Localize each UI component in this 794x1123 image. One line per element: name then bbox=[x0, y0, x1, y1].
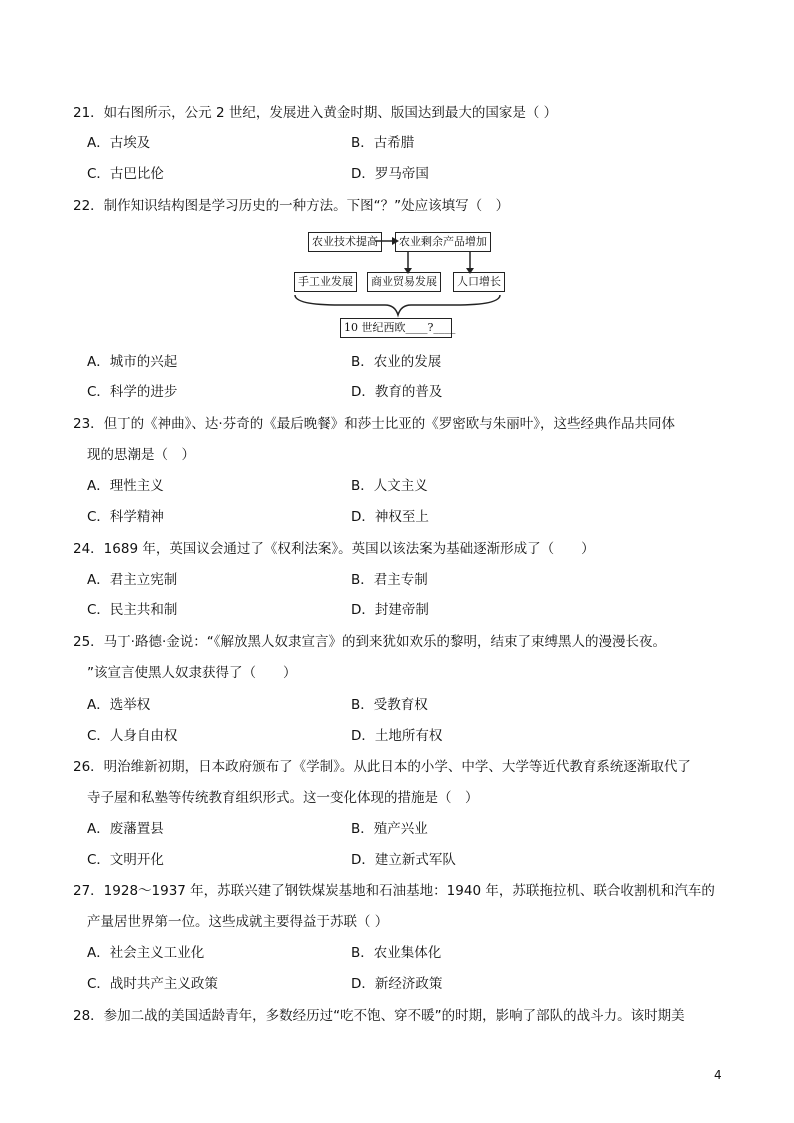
option-c: C．民主共和制 bbox=[87, 602, 178, 618]
option-b: B．古希腊 bbox=[351, 135, 415, 151]
option-a: A．君主立宪制 bbox=[87, 572, 178, 588]
page-number: 4 bbox=[714, 1068, 722, 1082]
option-c: C．科学精神 bbox=[87, 509, 164, 525]
option-a: A．废藩置县 bbox=[87, 821, 164, 837]
option-c: C．文明开化 bbox=[87, 852, 164, 868]
option-b: B．人文主义 bbox=[351, 478, 428, 494]
question-22-stem: 22．制作知识结构图是学习历史的一种方法。下图“？”处应该填写（ ） bbox=[73, 198, 510, 214]
question-26-stem-cont: 寺子屋和私塾等传统教育组织形式。这一变化体现的措施是（ ） bbox=[87, 790, 479, 806]
option-a: A．选举权 bbox=[87, 697, 151, 713]
question-26-stem: 26．明治维新初期，日本政府颁布了《学制》。从此日本的小学、中学、大学等近代教育系统逐渐取代了 bbox=[73, 759, 691, 775]
question-23-stem: 23．但丁的《神曲》、达·芬奇的《最后晚餐》和莎士比亚的《罗密欧与朱丽叶》，这些经典作品共同体 bbox=[73, 416, 675, 432]
option-c: C．古巴比伦 bbox=[87, 166, 164, 182]
question-27-stem-cont: 产量居世界第一位。这些成就主要得益于苏联（ ） bbox=[87, 914, 389, 930]
option-c: C．战时共产主义政策 bbox=[87, 976, 218, 992]
option-b: B．农业的发展 bbox=[351, 354, 442, 370]
question-28-stem: 28．参加二战的美国适龄青年，多数经历过“吃不饱、穿不暖”的时期，影响了部队的战斗力。该时期美 bbox=[73, 1008, 685, 1024]
diagram-box-result: 10 世纪西欧____?____ bbox=[340, 318, 452, 338]
option-d: D．罗马帝国 bbox=[351, 166, 429, 182]
question-24-stem: 24．1689 年，英国议会通过了《权利法案》。英国以该法案为基础逐渐形成了（ ） bbox=[73, 541, 595, 557]
diagram-box-trade: 商业贸易发展 bbox=[367, 272, 441, 292]
option-b: B．受教育权 bbox=[351, 697, 428, 713]
diagram-arrows bbox=[280, 220, 510, 330]
option-a: A．社会主义工业化 bbox=[87, 945, 205, 961]
option-d: D．教育的普及 bbox=[351, 384, 443, 400]
question-27-stem: 27．1928～1937 年，苏联兴建了钢铁煤炭基地和石油基地：1940 年，苏联拖拉机、联合收割机和汽车的 bbox=[73, 883, 715, 899]
option-b: B．殖产兴业 bbox=[351, 821, 428, 837]
question-23-stem-cont: 现的思潮是（ ） bbox=[87, 447, 195, 463]
diagram-box-surplus: 农业剩余产品增加 bbox=[395, 232, 491, 252]
option-d: D．封建帝制 bbox=[351, 602, 429, 618]
option-d: D．土地所有权 bbox=[351, 728, 443, 744]
option-d: D．新经济政策 bbox=[351, 976, 443, 992]
option-c: C．人身自由权 bbox=[87, 728, 178, 744]
question-25-stem-cont: ”该宣言使黑人奴隶获得了（ ） bbox=[87, 665, 297, 681]
option-c: C．科学的进步 bbox=[87, 384, 178, 400]
option-a: A．城市的兴起 bbox=[87, 354, 178, 370]
question-21-stem: 21．如右图所示，公元 2 世纪，发展进入黄金时期、版国达到最大的国家是（ ） bbox=[73, 105, 558, 121]
option-a: A．理性主义 bbox=[87, 478, 164, 494]
diagram-box-handicraft: 手工业发展 bbox=[294, 272, 357, 292]
option-a: A．古埃及 bbox=[87, 135, 151, 151]
question-25-stem: 25．马丁·路德·金说：“《解放黑人奴隶宣言》的到来犹如欢乐的黎明，结束了束缚黑人的漫漫长夜。 bbox=[73, 634, 667, 650]
option-d: D．建立新式军队 bbox=[351, 852, 456, 868]
option-d: D．神权至上 bbox=[351, 509, 429, 525]
diagram-box-tech: 农业技术提高 bbox=[308, 232, 382, 252]
option-b: B．君主专制 bbox=[351, 572, 428, 588]
option-b: B．农业集体化 bbox=[351, 945, 442, 961]
diagram-box-population: 人口增长 bbox=[453, 272, 505, 292]
